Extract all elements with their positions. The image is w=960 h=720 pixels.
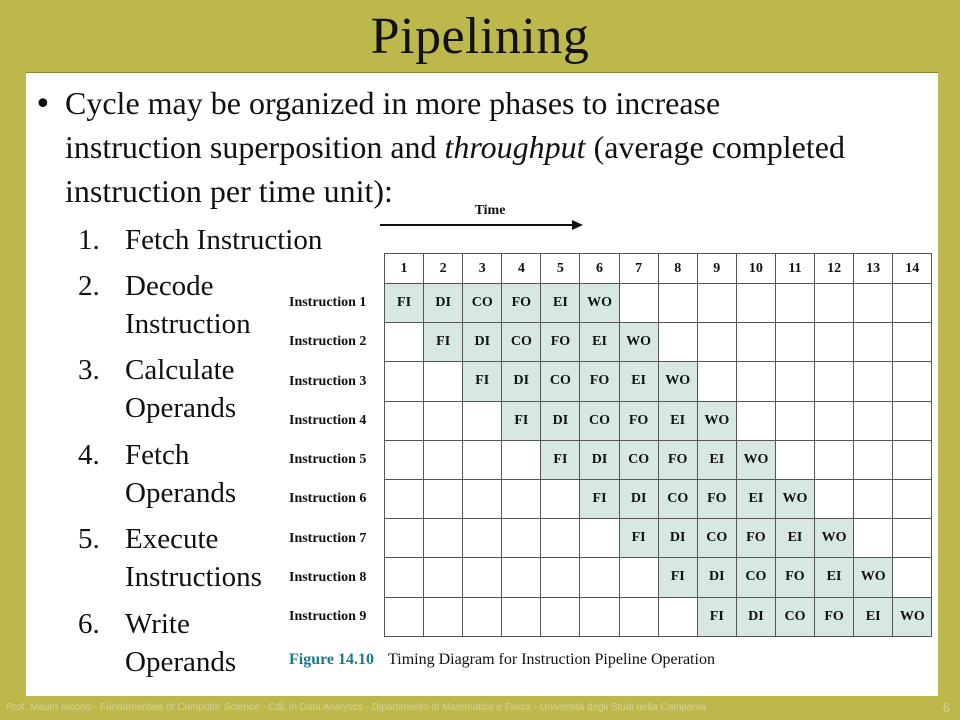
stage-cell: FO — [815, 597, 854, 636]
empty-cell — [385, 440, 424, 479]
instruction-row — [385, 558, 932, 597]
step-label: Execute Instructions — [125, 523, 262, 593]
empty-cell — [736, 401, 775, 440]
empty-cell — [541, 519, 580, 558]
empty-cell — [893, 362, 932, 401]
empty-cell — [385, 401, 424, 440]
instruction-row — [385, 323, 932, 362]
stage-cell: WO — [580, 284, 619, 323]
stage-cell: FI — [541, 440, 580, 479]
stage-cell: EI — [775, 519, 814, 558]
stage-cell: EI — [580, 323, 619, 362]
empty-cell — [854, 401, 893, 440]
step-label: Calculate Operands — [125, 354, 237, 424]
empty-cell — [541, 479, 580, 518]
time-column-header: 8 — [658, 254, 697, 284]
bullet-text-before: Cycle may be organized in more phases to increase instruction superposition and — [65, 85, 721, 165]
empty-cell — [385, 597, 424, 636]
empty-cell — [502, 519, 541, 558]
stage-cell: WO — [854, 558, 893, 597]
empty-cell — [775, 401, 814, 440]
timing-diagram-table — [384, 253, 932, 637]
empty-cell — [541, 558, 580, 597]
stage-cell: FI — [697, 597, 736, 636]
empty-cell — [580, 597, 619, 636]
instruction-row — [385, 284, 932, 323]
step-label: Fetch Operands — [125, 439, 237, 509]
empty-cell — [815, 323, 854, 362]
empty-cell — [854, 323, 893, 362]
instruction-row — [385, 597, 932, 636]
step-number: 1. — [78, 224, 100, 256]
empty-cell — [658, 597, 697, 636]
stage-cell: EI — [697, 440, 736, 479]
empty-cell — [893, 558, 932, 597]
instruction-row-label: Instruction 5 — [289, 452, 367, 467]
stage-cell: EI — [736, 479, 775, 518]
time-column-header: 2 — [424, 254, 463, 284]
empty-cell — [580, 558, 619, 597]
bullet-text-after: (average completed instruction per time unit): — [65, 129, 845, 209]
empty-cell — [619, 597, 658, 636]
timing-body — [385, 284, 932, 637]
bullet-text — [65, 81, 865, 213]
instruction-row — [385, 362, 932, 401]
empty-cell — [424, 597, 463, 636]
empty-cell — [424, 362, 463, 401]
empty-cell — [463, 401, 502, 440]
empty-cell — [502, 597, 541, 636]
empty-cell — [463, 440, 502, 479]
empty-cell — [893, 519, 932, 558]
stage-cell: FO — [619, 401, 658, 440]
empty-cell — [815, 284, 854, 323]
step-label: Decode Instruction — [125, 270, 251, 340]
time-column-header: 9 — [697, 254, 736, 284]
empty-cell — [658, 323, 697, 362]
stage-cell: FO — [775, 558, 814, 597]
stage-cell: DI — [502, 362, 541, 401]
step-label: Fetch Instruction — [125, 224, 323, 256]
instruction-row-label: Instruction 6 — [289, 491, 367, 507]
stage-cell: EI — [658, 401, 697, 440]
empty-cell — [736, 284, 775, 323]
instruction-row-label: Instruction 7 — [289, 530, 367, 546]
stage-cell: DI — [736, 597, 775, 636]
empty-cell — [697, 362, 736, 401]
empty-cell — [854, 440, 893, 479]
empty-cell — [424, 440, 463, 479]
stage-cell: WO — [893, 597, 932, 636]
empty-cell — [385, 479, 424, 518]
instruction-row — [385, 479, 932, 518]
empty-cell — [502, 440, 541, 479]
stage-cell: EI — [854, 597, 893, 636]
stage-cell: CO — [502, 323, 541, 362]
stage-cell: WO — [697, 401, 736, 440]
empty-cell — [775, 284, 814, 323]
instruction-row-label: Instruction 3 — [289, 373, 367, 389]
empty-cell — [619, 284, 658, 323]
stage-cell: WO — [658, 362, 697, 401]
stage-cell: FI — [658, 558, 697, 597]
empty-cell — [424, 479, 463, 518]
instruction-row-label: Instruction 2 — [289, 334, 367, 350]
slide-footer: Prof. Mauro Iacono - Fundamentals of Computer Science - CdL in Data Analytics - Dipartimento di Matematica e Fisica - Università degli Studi della Campania — [6, 702, 706, 713]
empty-cell — [463, 479, 502, 518]
step-number: 2. — [78, 270, 100, 302]
empty-cell — [385, 323, 424, 362]
stage-cell: FO — [580, 362, 619, 401]
stage-cell: DI — [697, 558, 736, 597]
stage-cell: FI — [619, 519, 658, 558]
stage-cell: FO — [736, 519, 775, 558]
empty-cell — [775, 362, 814, 401]
empty-cell — [893, 479, 932, 518]
page-number: 6 — [942, 700, 950, 715]
empty-cell — [854, 362, 893, 401]
stage-cell: CO — [619, 440, 658, 479]
empty-cell — [815, 362, 854, 401]
empty-cell — [502, 479, 541, 518]
empty-cell — [502, 558, 541, 597]
stage-cell: CO — [775, 597, 814, 636]
empty-cell — [893, 284, 932, 323]
stage-cell: DI — [541, 401, 580, 440]
empty-cell — [385, 519, 424, 558]
empty-cell — [697, 284, 736, 323]
stage-cell: WO — [736, 440, 775, 479]
timing-header-row — [385, 254, 932, 284]
stage-cell: FO — [502, 284, 541, 323]
figure-caption — [289, 651, 715, 669]
empty-cell — [854, 519, 893, 558]
time-column-header: 11 — [775, 254, 814, 284]
empty-cell — [893, 440, 932, 479]
empty-cell — [424, 401, 463, 440]
stage-cell: FI — [385, 284, 424, 323]
empty-cell — [775, 323, 814, 362]
stage-cell: DI — [424, 284, 463, 323]
instruction-row — [385, 519, 932, 558]
time-axis-label: Time — [474, 203, 506, 218]
stage-cell: WO — [775, 479, 814, 518]
step-label: Write Operands — [125, 608, 237, 678]
stage-cell: FO — [658, 440, 697, 479]
stage-cell: FI — [463, 362, 502, 401]
stage-cell: FI — [580, 479, 619, 518]
empty-cell — [424, 558, 463, 597]
stage-cell: WO — [619, 323, 658, 362]
step-number: 3. — [78, 354, 100, 386]
time-column-header: 5 — [541, 254, 580, 284]
time-column-header: 14 — [893, 254, 932, 284]
stage-cell: DI — [619, 479, 658, 518]
instruction-row-label: Instruction 4 — [289, 412, 367, 428]
instruction-row — [385, 401, 932, 440]
stage-cell: WO — [815, 519, 854, 558]
empty-cell — [736, 362, 775, 401]
time-arrow-icon — [380, 218, 584, 232]
instruction-row-label: Instruction 1 — [289, 295, 367, 310]
instruction-row-label: Instruction 8 — [289, 569, 367, 585]
time-column-header: 1 — [385, 254, 424, 284]
time-column-header: 13 — [854, 254, 893, 284]
figure-number: Figure 14.10 — [289, 651, 375, 668]
stage-cell: CO — [658, 479, 697, 518]
empty-cell — [424, 519, 463, 558]
step-number: 4. — [78, 439, 100, 471]
empty-cell — [854, 479, 893, 518]
time-column-header: 10 — [736, 254, 775, 284]
stage-cell: FI — [502, 401, 541, 440]
bullet-text-italic: throughput — [444, 129, 586, 165]
empty-cell — [619, 558, 658, 597]
time-column-header: 3 — [463, 254, 502, 284]
stage-cell: CO — [580, 401, 619, 440]
instruction-row-label: Instruction 9 — [289, 609, 367, 624]
time-column-header: 4 — [502, 254, 541, 284]
stage-cell: CO — [736, 558, 775, 597]
slide-title: Pipelining — [370, 8, 590, 65]
stage-cell: EI — [815, 558, 854, 597]
stage-cell: FI — [424, 323, 463, 362]
empty-cell — [463, 519, 502, 558]
stage-cell: FO — [541, 323, 580, 362]
stage-cell: DI — [658, 519, 697, 558]
empty-cell — [736, 323, 775, 362]
empty-cell — [385, 558, 424, 597]
step-number: 6. — [78, 608, 100, 640]
empty-cell — [541, 597, 580, 636]
empty-cell — [385, 362, 424, 401]
time-column-header: 7 — [619, 254, 658, 284]
time-column-header: 12 — [815, 254, 854, 284]
step-number: 5. — [78, 523, 100, 555]
empty-cell — [854, 284, 893, 323]
empty-cell — [775, 440, 814, 479]
empty-cell — [815, 401, 854, 440]
empty-cell — [697, 323, 736, 362]
stage-cell: CO — [463, 284, 502, 323]
stage-cell: CO — [541, 362, 580, 401]
stage-cell: DI — [463, 323, 502, 362]
figure-caption-text: Timing Diagram for Instruction Pipeline Operation — [388, 651, 715, 668]
empty-cell — [580, 519, 619, 558]
stage-cell: FO — [697, 479, 736, 518]
empty-cell — [463, 558, 502, 597]
empty-cell — [893, 401, 932, 440]
empty-cell — [893, 323, 932, 362]
instruction-row — [385, 440, 932, 479]
empty-cell — [815, 479, 854, 518]
bullet-marker: • — [34, 87, 52, 122]
stage-cell: EI — [619, 362, 658, 401]
stage-cell: CO — [697, 519, 736, 558]
empty-cell — [658, 284, 697, 323]
empty-cell — [815, 440, 854, 479]
stage-cell: EI — [541, 284, 580, 323]
time-column-header: 6 — [580, 254, 619, 284]
empty-cell — [463, 597, 502, 636]
stage-cell: DI — [580, 440, 619, 479]
